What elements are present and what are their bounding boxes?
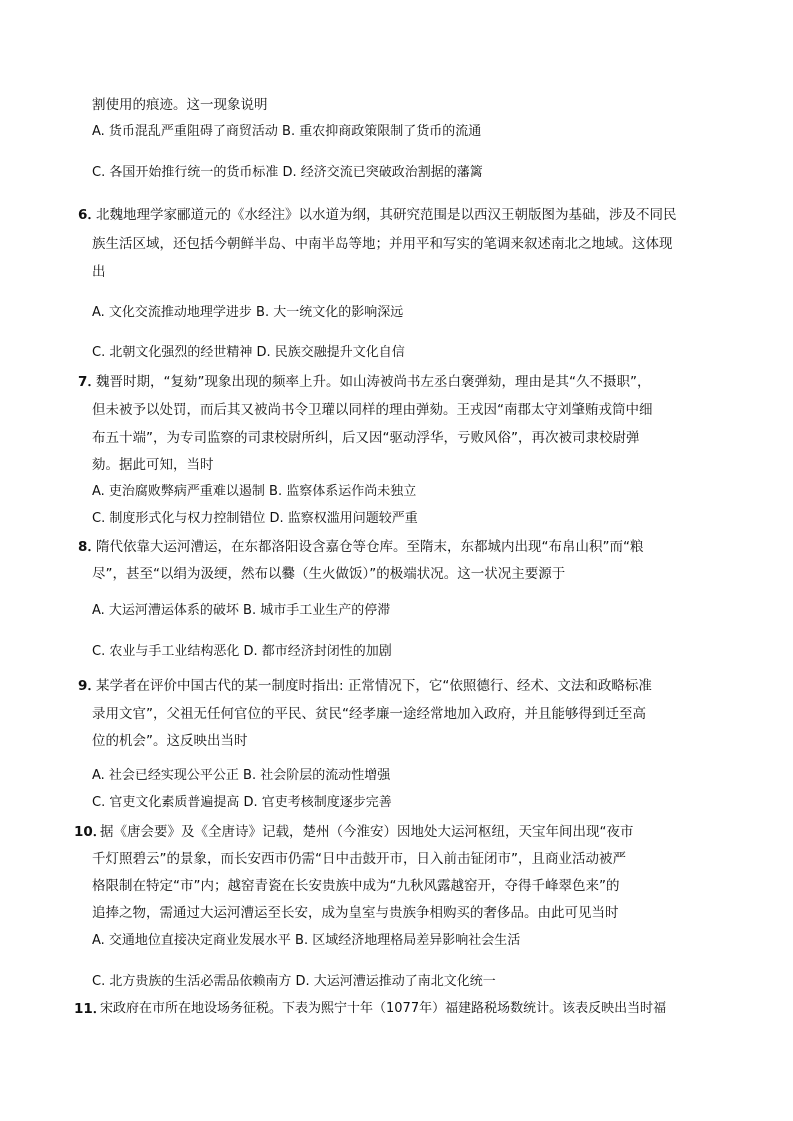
q6-options-cd: C. 北朝文化强烈的经世精神 D. 民族交融提升文化自信 <box>92 345 405 360</box>
q9-stem-line: 某学者在评价中国古代的某一制度时指出: 正常情况下，它“依照德行、经术、文法和政略标准 <box>96 678 652 694</box>
q6-stem-line: 出 <box>92 264 106 280</box>
q5-stem-continuation: 割使用的痕迹。这一现象说明 <box>92 97 268 113</box>
q9-options-ab: A. 社会已经实现公平公正 B. 社会阶层的流动性增强 <box>92 768 391 783</box>
q9-stem-line: 录用文官”，父祖无任何官位的平民、贫民“经孝廉一途经常地加入政府，并且能够得到迁至高 <box>92 706 646 722</box>
q10-stem-line: 据《唐会要》及《全唐诗》记载，楚州（今淮安）因地处大运河枢纽，天宝年间出现“夜市 <box>100 824 634 840</box>
q8-stem-line: 尽”，甚至“以绢为汲绠，然布以爨（生火做饭）”的极端状况。这一状况主要源于 <box>92 566 566 582</box>
q9-stem-line: 位的机会”。这反映出当时 <box>92 733 248 749</box>
q10-number: 10． <box>74 824 107 840</box>
q7-stem-line: 魏晋时期，“复劾”现象出现的频率上升。如山涛被尚书左丞白褒弹劾，理由是其“久不摄职”， <box>96 374 651 390</box>
q10-stem-line: 格限制在特定“市”内；越窑青瓷在长安贵族中成为“九秋风露越窑开，夺得千峰翠色来”的 <box>92 878 620 894</box>
q8-stem-line: 隋代依靠大运河漕运，在东都洛阳设含嘉仓等仓库。至隋末，东都城内出现“布帛山积”而“粮 <box>96 539 644 555</box>
q6-stem-line: 族生活区域，还包括今朝鲜半岛、中南半岛等地；并用平和写实的笔调来叙述南北之地域。这体现 <box>92 236 673 252</box>
q10-stem-line: 追捧之物，需通过大运河漕运至长安，成为皇室与贵族争相购买的奢侈品。由此可见当时 <box>92 905 619 921</box>
q10-options-ab: A. 交通地位直接决定商业发展水平 B. 区域经济地理格局差异影响社会生活 <box>92 933 521 948</box>
q6-options-ab: A. 文化交流推动地理学进步 B. 大一统文化的影响深远 <box>92 305 404 320</box>
q6-number: 6． <box>78 207 101 223</box>
q7-stem-line: 劾。据此可知，当时 <box>92 457 214 473</box>
q10-stem-line: 千灯照碧云”的景象，而长安西市仍需“日中击鼓开市，日入前击钲闭市”，且商业活动被严 <box>92 851 626 867</box>
q5-options-cd: C. 各国开始推行统一的货币标准 D. 经济交流已突破政治割据的藩篱 <box>92 165 483 180</box>
q7-number: 7． <box>78 374 101 390</box>
q7-stem-line: 布五十端”，为专司监察的司隶校尉所纠，后又因“驱动浮华，亏败风俗”，再次被司隶校尉弹 <box>92 430 640 446</box>
q9-options-cd: C. 官吏文化素质普遍提高 D. 官吏考核制度逐步完善 <box>92 795 392 810</box>
q7-options-cd: C. 制度形式化与权力控制错位 D. 监察权滥用问题较严重 <box>92 511 418 526</box>
q5-options-ab: A. 货币混乱严重阻碍了商贸活动 B. 重农抑商政策限制了货币的流通 <box>92 124 482 139</box>
q11-stem-line: 宋政府在市所在地设场务征税。下表为熙宁十年（1077年）福建路税场数统计。该表反映出当时福 <box>100 1001 667 1016</box>
q9-number: 9． <box>78 678 101 694</box>
q7-options-ab: A. 吏治腐败弊病严重难以遏制 B. 监察体系运作尚未独立 <box>92 484 417 499</box>
q10-options-cd: C. 北方贵族的生活必需品依赖南方 D. 大运河漕运推动了南北文化统一 <box>92 974 496 989</box>
q8-number: 8． <box>78 539 101 555</box>
q7-stem-line: 但未被予以处罚，而后其又被尚书令卫瓘以同样的理由弹劾。王戎因“南郡太守刘肇贿戎筒中细 <box>92 402 653 418</box>
q11-number: 11． <box>74 1001 107 1017</box>
q8-options-ab: A. 大运河漕运体系的破坏 B. 城市手工业生产的停滞 <box>92 603 391 618</box>
q6-stem-line: 北魏地理学家郦道元的《水经注》以水道为纲，其研究范围是以西汉王朝版图为基础，涉及不同民 <box>96 207 677 223</box>
q8-options-cd: C. 农业与手工业结构恶化 D. 都市经济封闭性的加剧 <box>92 644 392 659</box>
